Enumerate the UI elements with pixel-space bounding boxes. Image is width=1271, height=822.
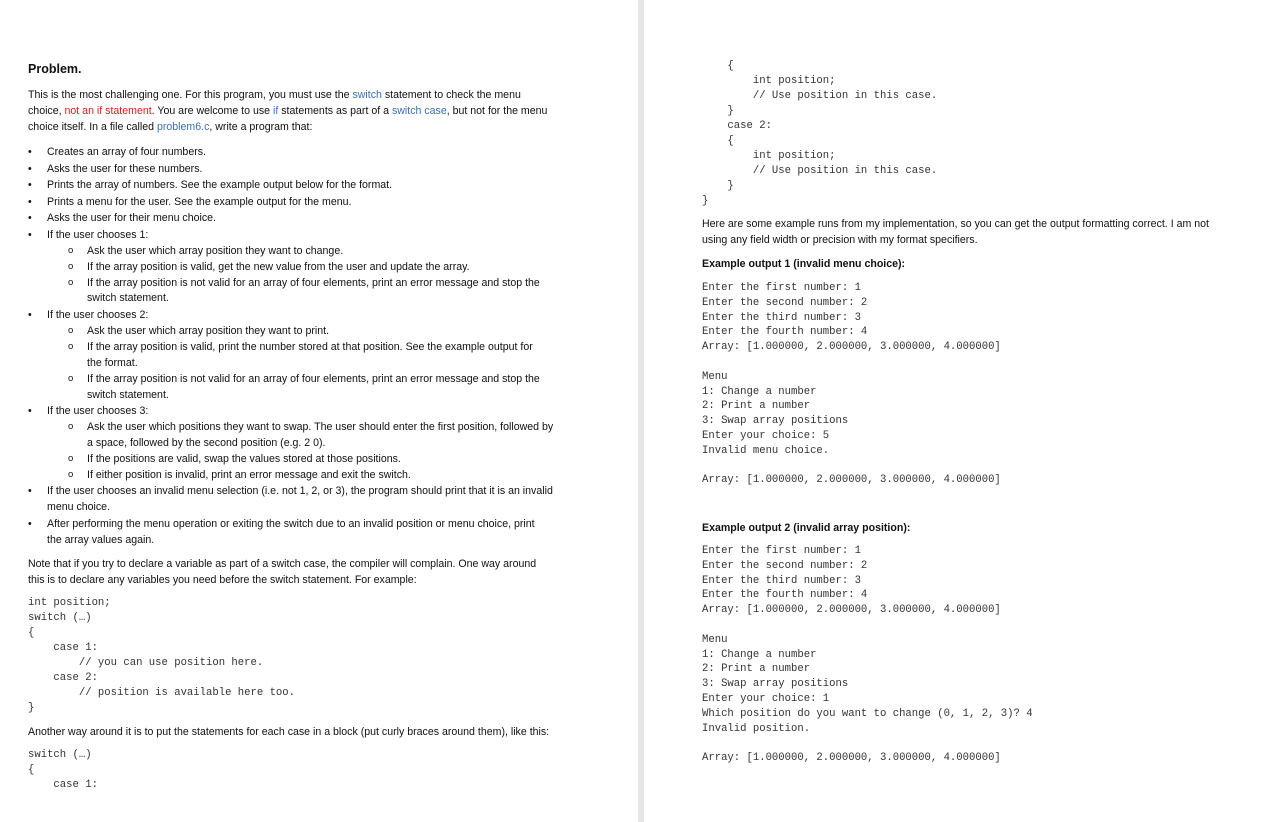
- bullet-continuation: the array values again.: [47, 534, 155, 546]
- sub-bullet-item: o If the array position is not valid for an array of four elements, print an error message and stop the: [87, 371, 540, 387]
- switch-case-keyword: switch case: [391, 105, 447, 117]
- intro-line-1: This is the most challenging one. For this program, you must use the switch statement to check the menu: [28, 89, 521, 101]
- intro-line-3: choice itself. In a file called problem6.c, write a program that:: [28, 121, 313, 133]
- switch-keyword: switch: [352, 89, 382, 101]
- sub-bullet-item: o Ask the user which array position they want to change.: [87, 243, 343, 259]
- example-1-output: Enter the first number: 1 Enter the second number: 2 Enter the third number: 3 Enter the fourth number: 4 Array: [1.000000, 2.000000, 3.000000, 4.000000] Menu 1: Change a number 2: Print a number 3: Swap array positions Enter your choice: 5 Invalid menu choice. Array: [1.000000, 2.000000, 3.000000, 4.000000]: [702, 282, 1001, 487]
- sub-bullet-item: o Ask the user which positions they want to swap. The user should enter the first position, followed by: [87, 419, 553, 435]
- note-line-2: this is to declare any variables you need before the switch statement. For example:: [28, 574, 417, 586]
- example-2-output: Enter the first number: 1 Enter the second number: 2 Enter the third number: 3 Enter the fourth number: 4 Array: [1.000000, 2.000000, 3.000000, 4.000000] Menu 1: Change a number 2: Print a number 3: Swap array positions Enter your choice: 1 Which position do you want to change (0, 1, 2, 3)? 4 Invalid position. Array: [1.000000, 2.000000, 3.000000, 4.000000]: [702, 545, 1033, 765]
- bullet-item: • Prints a menu for the user. See the example output for the menu.: [47, 194, 351, 210]
- sub-bullet-item: o If the positions are valid, swap the values stored at those positions.: [87, 451, 401, 467]
- problem-heading: Problem.: [28, 62, 82, 76]
- example-1-title: Example output 1 (invalid menu choice):: [702, 258, 906, 270]
- filename: problem6.c: [156, 121, 210, 133]
- bullet-item: • Asks the user for their menu choice.: [47, 210, 216, 226]
- code-example-2-continued: { int position; // Use position in this case. } case 2: { int position; // Use position in this case. } }: [702, 60, 938, 207]
- sub-bullet-continuation: switch statement.: [87, 389, 169, 401]
- if-keyword: if: [273, 105, 279, 117]
- bullet-item: • Creates an array of four numbers.: [47, 144, 206, 160]
- bullet-item: • Prints the array of numbers. See the example output below for the format.: [47, 177, 392, 193]
- sub-bullet-item: o If either position is invalid, print an error message and exit the switch.: [87, 467, 411, 483]
- not-if-warning: not an if statement: [64, 105, 152, 117]
- example-intro-line-2: using any field width or precision with my format specifiers.: [702, 234, 978, 246]
- bullet-item: • If the user chooses 2:: [47, 307, 148, 323]
- sub-bullet-continuation: the format.: [87, 357, 138, 369]
- code-example-1: int position; switch (…) { case 1: // you can use position here. case 2: // position is available here too. }: [28, 597, 296, 714]
- bullet-continuation: menu choice.: [47, 501, 111, 513]
- bullet-item: • After performing the menu operation or exiting the switch due to an invalid position or menu choice, print: [47, 516, 535, 532]
- note-line-1: Note that if you try to declare a variable as part of a switch case, the compiler will complain. One way around: [28, 558, 537, 570]
- document-page-right: [644, 0, 1271, 822]
- sub-bullet-continuation: a space, followed by the second position (e.g. 2 0).: [87, 437, 326, 449]
- sub-bullet-item: o If the array position is not valid for an array of four elements, print an error message and stop the: [87, 275, 540, 291]
- note-line-3: Another way around it is to put the statements for each case in a block (put curly braces around them), like this:: [28, 726, 550, 738]
- code-example-2: switch (…) { case 1:: [28, 749, 98, 791]
- example-2-title: Example output 2 (invalid array position):: [702, 522, 911, 534]
- bullet-item: • If the user chooses 3:: [47, 403, 148, 419]
- sub-bullet-continuation: switch statement.: [87, 292, 169, 304]
- intro-line-2: choice, not an if statement. You are welcome to use if statements as part of a switch case, but not for the menu: [28, 105, 548, 117]
- sub-bullet-item: o If the array position is valid, print the number stored at that position. See the example output for: [87, 339, 533, 355]
- bullet-item: • If the user chooses an invalid menu selection (i.e. not 1, 2, or 3), the program should print that it is an invalid: [47, 483, 553, 499]
- sub-bullet-item: o Ask the user which array position they want to print.: [87, 323, 329, 339]
- bullet-item: • Asks the user for these numbers.: [47, 161, 202, 177]
- bullet-item: • If the user chooses 1:: [47, 227, 148, 243]
- sub-bullet-item: o If the array position is valid, get the new value from the user and update the array.: [87, 259, 470, 275]
- example-intro-line-1: Here are some example runs from my implementation, so you can get the output formatting correct. I am not: [702, 218, 1209, 230]
